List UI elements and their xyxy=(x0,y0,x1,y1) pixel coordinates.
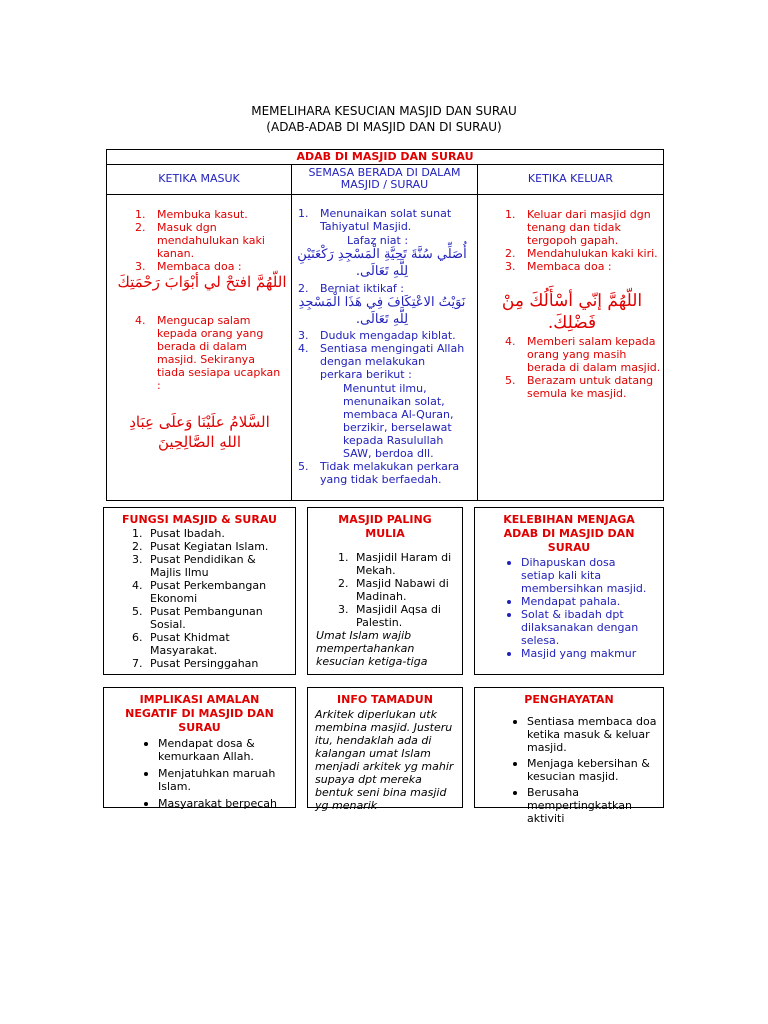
niat-tahiyat-arabic: أُصَلِّي سُنَّةَ تَحِيَّةِ الْمَسْجِدِ رَكْعَتَيْنِ لِلَّهِ تَعَالَى. xyxy=(297,247,467,279)
fungsi-list xyxy=(130,527,290,670)
list-item: 2. Pusat Kegiatan Islam. xyxy=(132,540,269,553)
box-implikasi xyxy=(103,687,296,808)
adab-table xyxy=(106,149,664,501)
penghayatan-list xyxy=(507,715,657,825)
list-item: 3. Duduk mengadap kiblat. xyxy=(298,329,456,342)
list-item: 5. Tidak melakukan perkara yang tidak berfaedah. xyxy=(298,460,460,486)
list-item: 1. Membuka kasut. xyxy=(135,208,248,221)
list-item: 2. Masjid Nabawi di Madinah. xyxy=(338,577,449,603)
list-item: 5. Pusat Pembangunan Sosial. xyxy=(132,605,263,631)
box-heading: FUNGSI MASJID & SURAU xyxy=(122,513,277,526)
lafaz-niat-label: Lafaz niat : xyxy=(347,234,409,247)
col-head-masuk: KETIKA MASUK xyxy=(158,172,240,185)
list-item: 7. Pusat Persinggahan xyxy=(132,657,259,670)
list-item: 2. Masuk dgn mendahulukan kaki kanan. xyxy=(135,221,265,260)
list-item: 4. Pusat Perkembangan Ekonomi xyxy=(132,579,267,605)
table-header: ADAB DI MASJID DAN SURAU xyxy=(107,150,663,165)
box-heading: IMPLIKASI AMALAN NEGATIF DI MASJID DAN SURAU xyxy=(125,693,274,734)
kelebihan-list xyxy=(501,556,651,660)
column-divider xyxy=(477,165,478,500)
col-head-keluar: KETIKA KELUAR xyxy=(527,172,614,185)
box-info-tamadun xyxy=(307,687,463,812)
mulia-list xyxy=(336,551,456,629)
list-item: 2. Berniat iktikaf : xyxy=(298,282,405,295)
list-item: 4. Sentiasa mengingati Allah dengan melakukan perkara berikut : xyxy=(298,342,465,381)
box-fungsi-masjid xyxy=(103,507,296,675)
list-ketika-masuk-2 xyxy=(135,314,285,392)
col-head-semasa: SEMASA BERADA DI DALAM MASJID / SURAU xyxy=(308,166,461,191)
box-heading: PENGHAYATAN xyxy=(524,693,614,706)
list-item: Sentiasa membaca doa ketika masuk & keluar masjid. xyxy=(507,715,657,754)
list-item: 6. Pusat Khidmat Masyarakat. xyxy=(132,631,230,657)
list-item: Berusaha mempertingkatkan aktiviti xyxy=(507,786,657,825)
doa-keluar-arabic: اللّهُمَّ إنّي أسْأَلُكَ مِنْ فَضْلِكَ. xyxy=(501,291,643,333)
box-heading: INFO TAMADUN xyxy=(337,693,433,706)
list-item: Mendapat dosa & kemurkaan Allah. xyxy=(138,737,278,763)
list-item: 5. Berazam untuk datang semula ke masjid. xyxy=(505,374,654,400)
list-item: 1. Menunaikan solat sunat Tahiyatul Masjid. xyxy=(298,207,452,233)
mulia-note: Umat Islam wajib mempertahankan kesucian ketiga-tiga xyxy=(316,629,428,668)
list-item: 4. Mengucap salam kepada orang yang berada di dalam masjid. Sekiranya tiada sesiapa ucapkan : xyxy=(135,314,281,392)
box-penghayatan xyxy=(474,687,664,825)
column-divider xyxy=(291,165,292,500)
info-tamadun-text: Arkitek diperlukan utk membina masjid. Justeru itu, hendaklah ada di kalangan umat Islam menjadi arkitek yg mahir supaya dpt mereka bentuk seni bina masjid yg menarik xyxy=(315,708,454,812)
list-item: Menjatuhkan maruah Islam. xyxy=(138,767,278,793)
list-item: Menjaga kebersihan & kesucian masjid. xyxy=(507,757,657,783)
list-item: Solat & ibadah dpt dilaksanakan dengan selesa. xyxy=(501,608,651,647)
list-item: 3. Pusat Pendidikan & Majlis Ilmu xyxy=(132,553,256,579)
list-item: 1. Masjidil Haram di Mekah. xyxy=(338,551,452,577)
list-ketika-masuk xyxy=(135,208,285,273)
implikasi-list xyxy=(138,737,278,810)
list-item: 3. Masjidil Aqsa di Palestin. xyxy=(338,603,441,629)
aktiviti-list: Menuntut ilmu, menunaikan solat, membaca Al-Quran, berzikir, berselawat kepada Rasulullah SAW, berdoa dll. xyxy=(343,382,454,460)
list-item: Mendapat pahala. xyxy=(501,595,651,608)
list-semasa-3 xyxy=(298,329,468,381)
niat-iktikaf-arabic: نَوَيْتُ الاعْتِكَافَ فِي هَذَا الْمَسْجِدِ لِلَّهِ تَعَالَى. xyxy=(298,295,466,327)
list-item: 4. Memberi salam kepada orang yang masih berada di dalam masjid. xyxy=(505,335,661,374)
page-title-line1: MEMELIHARA KESUCIAN MASJID DAN SURAU xyxy=(251,104,517,118)
doa-masuk-arabic: اللّهُمَّ افتحْ لي أبْوَابَ رَحْمَتِكَ xyxy=(117,273,287,291)
list-item: 3. Membaca doa : xyxy=(505,260,612,273)
box-heading: KELEBIHAN MENJAGA ADAB DI MASJID DAN SURAU xyxy=(503,513,635,554)
list-item: 3. Membaca doa : xyxy=(135,260,242,273)
box-masjid-mulia xyxy=(307,507,463,675)
list-item: 2. Mendahulukan kaki kiri. xyxy=(505,247,658,260)
list-item: 1. Pusat Ibadah. xyxy=(132,527,225,540)
list-item: Masjid yang makmur xyxy=(501,647,651,660)
box-kelebihan xyxy=(474,507,664,675)
row-divider xyxy=(107,194,663,195)
list-ketika-keluar xyxy=(505,208,661,273)
list-item: Dihapuskan dosa setiap kali kita membersihkan masjid. xyxy=(501,556,651,595)
list-semasa-4 xyxy=(298,460,468,486)
salam-arabic: السَّلامُ علَيْنَا وَعلَى عِبَادِ اللهِ الصَّالِحِينَ xyxy=(129,413,270,451)
list-ketika-keluar-2 xyxy=(505,335,661,400)
box-heading: MASJID PALING MULIA xyxy=(338,513,432,540)
list-item: 1. Keluar dari masjid dgn tenang dan tidak tergopoh gapah. xyxy=(505,208,651,247)
list-semasa xyxy=(298,207,468,233)
list-item: Masyarakat berpecah xyxy=(138,797,278,810)
page-title-line2: (ADAB-ADAB DI MASJID DAN DI SURAU) xyxy=(266,120,502,134)
